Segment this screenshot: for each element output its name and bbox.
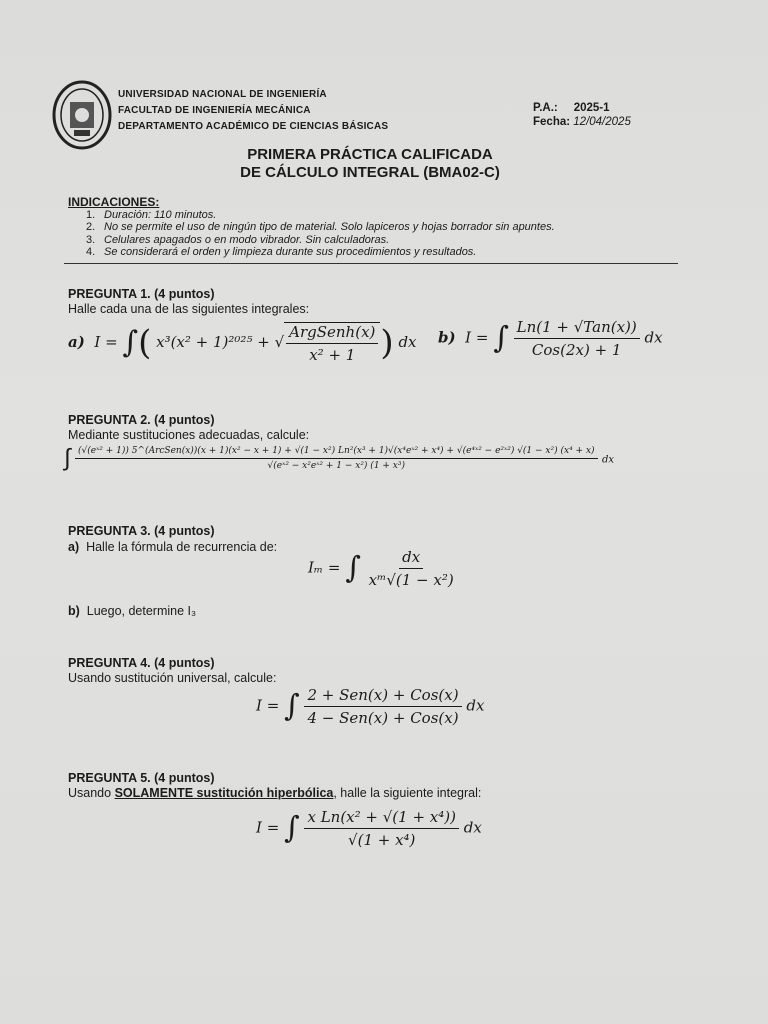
question-1b-formula bbox=[438, 318, 678, 359]
formula-dx: dx bbox=[644, 328, 663, 347]
instruction-number: 4. bbox=[86, 246, 96, 258]
fraction-numerator: 2 + Sen(x) + Cos(x) bbox=[304, 686, 461, 707]
question-1-text: Halle cada una de las siguientes integrales: bbox=[68, 302, 310, 316]
instruction-item bbox=[86, 246, 476, 258]
formula-lhs: I = bbox=[465, 328, 489, 347]
instruction-item bbox=[86, 221, 555, 233]
fraction-numerator: x Ln(x² + √(1 + x⁴)) bbox=[304, 808, 459, 829]
text-emphasis: SOLAMENTE sustitución hiperbólica bbox=[114, 786, 334, 800]
formula-lhs: I = bbox=[256, 818, 280, 837]
fraction bbox=[304, 686, 461, 727]
fraction bbox=[514, 318, 640, 359]
integral-sign: ∫ bbox=[345, 550, 361, 586]
part-a-label: a) bbox=[68, 333, 85, 351]
part-a-label: a) bbox=[68, 540, 80, 554]
question-5-heading: PREGUNTA 5. (4 puntos) bbox=[68, 771, 215, 785]
formula-dx: dx bbox=[466, 696, 485, 715]
integral-sign: ∫ bbox=[284, 688, 300, 724]
fraction-numerator: (√(eˣ² + 1)) 5^(ArcSen(x))(x + 1)(x² − x + 1) + √(1 − x²) Ln²(x³ + 1)√(x⁴eˣ² + x⁴) + √(e⁴ˣ² − e²ˣ²) √(1 − x²) (x⁴ + x) bbox=[75, 446, 598, 459]
question-3-heading: PREGUNTA 3. (4 puntos) bbox=[68, 524, 215, 538]
exam-date bbox=[533, 116, 631, 128]
fraction-numerator: ArgSenh(x) bbox=[286, 323, 378, 344]
department-name: DEPARTAMENTO ACADÉMICO DE CIENCIAS BÁSICAS bbox=[118, 121, 389, 132]
part-b-label: b) bbox=[438, 328, 456, 347]
fraction-denominator: 4 − Sen(x) + Cos(x) bbox=[307, 709, 459, 727]
question-1a-formula bbox=[68, 322, 417, 364]
instruction-number: 3. bbox=[86, 234, 96, 246]
question-5-text bbox=[68, 786, 481, 800]
question-2-heading: PREGUNTA 2. (4 puntos) bbox=[68, 413, 215, 427]
fraction-numerator: dx bbox=[399, 548, 423, 569]
fraction-denominator: √(eˣ² − x²eˣ² + 1 − x²) (1 + x³) bbox=[267, 461, 405, 471]
instruction-item bbox=[86, 234, 389, 246]
pa-label: P.A.: bbox=[533, 102, 558, 114]
university-name: UNIVERSIDAD NACIONAL DE INGENIERÍA bbox=[118, 89, 327, 100]
question-4-text: Usando sustitución universal, calcule: bbox=[68, 671, 277, 685]
academic-period bbox=[533, 102, 610, 114]
fraction-denominator: Cos(2x) + 1 bbox=[531, 341, 622, 359]
formula-term: x³(x² + 1)²⁰²⁵ + bbox=[156, 333, 270, 351]
question-3b-text bbox=[68, 604, 196, 618]
fraction-numerator: Ln(1 + √Tan(x)) bbox=[514, 318, 640, 339]
university-seal-icon bbox=[52, 80, 112, 150]
formula-dx: dx bbox=[601, 454, 615, 466]
instruction-number: 1. bbox=[86, 209, 96, 221]
instruction-item bbox=[86, 209, 216, 221]
question-3-formula bbox=[308, 548, 457, 589]
question-4-formula bbox=[256, 686, 484, 727]
part-b-text: Luego, determine I₃ bbox=[86, 604, 197, 618]
integral-sign: ∫ bbox=[64, 444, 71, 472]
divider bbox=[64, 263, 678, 264]
formula-dx: dx bbox=[398, 333, 417, 351]
instruction-text: Se considerará el orden y limpieza durante sus procedimientos y resultados. bbox=[104, 246, 477, 258]
fraction bbox=[284, 322, 380, 364]
formula-dx: dx bbox=[463, 818, 482, 837]
part-b-label: b) bbox=[68, 604, 80, 618]
text-pre: Usando bbox=[68, 786, 112, 800]
question-3a-text bbox=[68, 540, 277, 554]
formula-lhs: I = bbox=[256, 696, 280, 715]
part-a-text: Halle la fórmula de recurrencia de: bbox=[86, 540, 278, 554]
question-2-formula bbox=[64, 446, 674, 471]
instruction-text: No se permite el uso de ningún tipo de material. Solo lapiceros y hojas borrador sin apuntes. bbox=[104, 221, 555, 233]
date-value: 12/04/2025 bbox=[573, 116, 631, 128]
instruction-text: Celulares apagados o en modo vibrador. Sin calculadoras. bbox=[104, 234, 390, 246]
paren-close: ) bbox=[380, 323, 394, 363]
fraction-denominator: √(1 + x⁴) bbox=[348, 831, 416, 849]
question-4-heading: PREGUNTA 4. (4 puntos) bbox=[68, 656, 215, 670]
fraction bbox=[75, 446, 598, 471]
paren-open: ( bbox=[138, 323, 152, 363]
question-1-heading: PREGUNTA 1. (4 puntos) bbox=[68, 287, 215, 301]
pa-value: 2025-1 bbox=[573, 102, 610, 114]
instruction-text: Duración: 110 minutos. bbox=[104, 209, 217, 221]
question-5-formula bbox=[256, 808, 482, 849]
instruction-number: 2. bbox=[86, 221, 96, 233]
integral-sign: ∫ bbox=[284, 810, 300, 846]
instructions-heading: INDICACIONES: bbox=[68, 195, 160, 209]
faculty-name: FACULTAD DE INGENIERÍA MECÁNICA bbox=[118, 105, 311, 116]
formula-lhs: Iₘ = bbox=[308, 558, 341, 577]
integral-sign: ∫ bbox=[493, 320, 509, 356]
question-2-text: Mediante sustituciones adecuadas, calcule: bbox=[68, 428, 310, 442]
integral-sign: ∫ bbox=[122, 325, 139, 360]
fraction-denominator: xᵐ√(1 − x²) bbox=[368, 571, 454, 589]
fraction bbox=[366, 548, 457, 589]
fraction-denominator: x² + 1 bbox=[309, 346, 356, 364]
page-subtitle: DE CÁLCULO INTEGRAL (BMA02-C) bbox=[240, 164, 500, 181]
formula-lhs: I = bbox=[94, 333, 118, 351]
text-post: , halle la siguiente integral: bbox=[333, 786, 482, 800]
page-title: PRIMERA PRÁCTICA CALIFICADA bbox=[247, 146, 493, 163]
date-label: Fecha: bbox=[533, 116, 571, 128]
fraction bbox=[304, 808, 459, 849]
sqrt-sign: √ bbox=[274, 333, 285, 351]
